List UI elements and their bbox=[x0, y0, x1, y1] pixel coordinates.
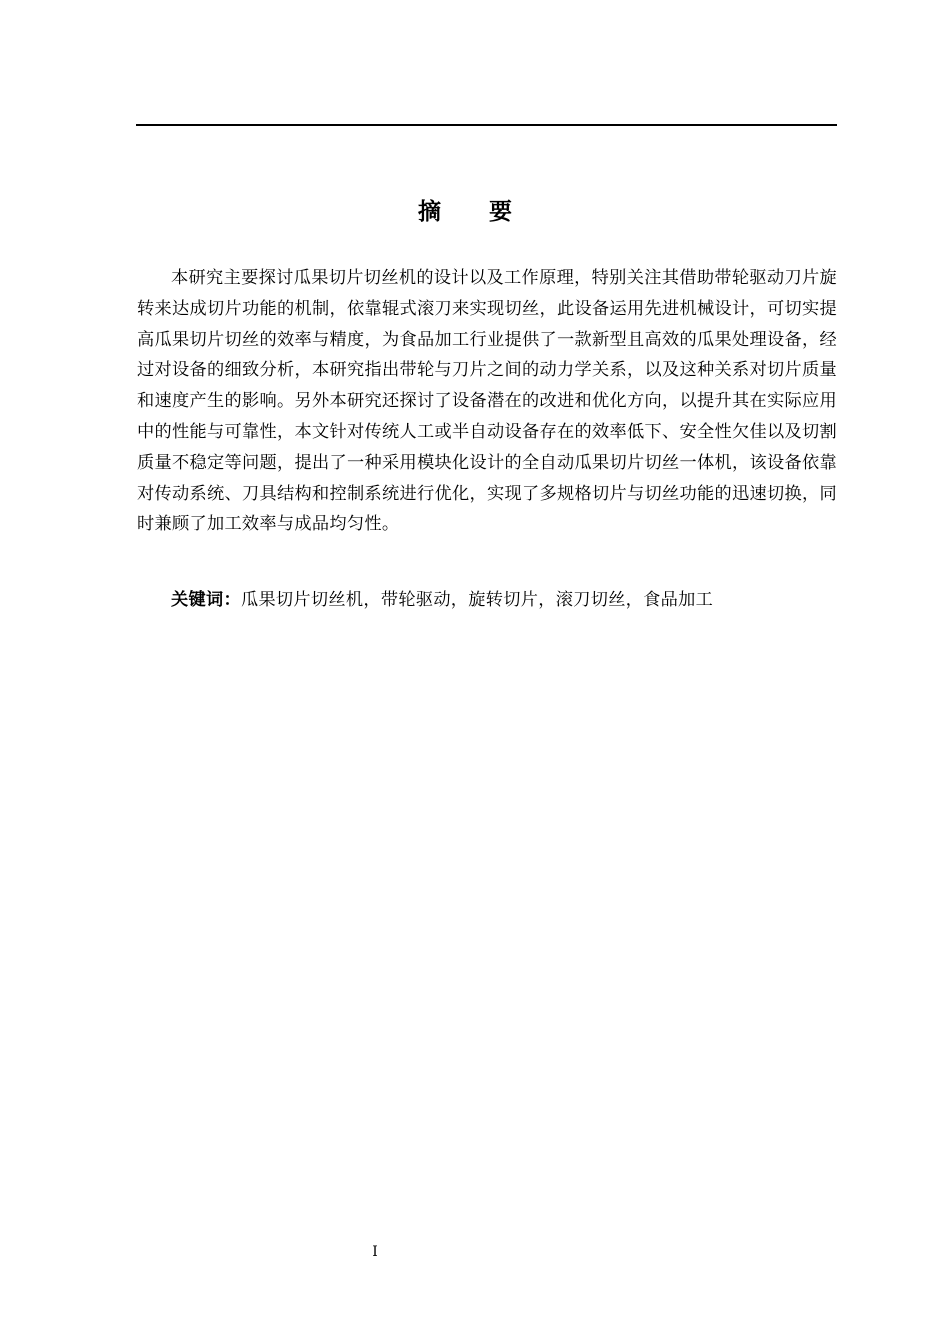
keywords-label: 关键词： bbox=[171, 590, 241, 610]
abstract-title: 摘 要 bbox=[417, 198, 532, 225]
header-rule bbox=[136, 124, 837, 126]
keywords-line bbox=[171, 585, 837, 615]
keywords-text: 瓜果切片切丝机，带轮驱动，旋转切片，滚刀切丝，食品加工 bbox=[240, 590, 714, 610]
abstract-body: 本研究主要探讨瓜果切片切丝机的设计以及工作原理，特别关注其借助带轮驱动刀片旋转来达成切片功能的机制，依靠辊式滚刀来实现切丝，此设备运用先进机械设计，可切实提高瓜果切片切丝的效率与精度，为食品加工行业提供了一款新型且高效的瓜果处理设备，经过对设备的细致分析，本研究指出带轮与刀片之间的动力学关系，以及这种关系对切片质量和速度产生的影响。另外本研究还探讨了设备潜在的改进和优化方向，以提升其在实际应用中的性能与可靠性，本文针对传统人工或半自动设备存在的效率低下、安全性欠佳以及切割质量不稳定等问题，提出了一种采用模块化设计的全自动瓜果切片切丝一体机，该设备依靠对传动系统、刀具结构和控制系统进行优化，实现了多规格切片与切丝功能的迅速切换，同时兼顾了加工效率与成品均匀性。 bbox=[137, 268, 837, 535]
page-number: I bbox=[372, 1244, 378, 1260]
